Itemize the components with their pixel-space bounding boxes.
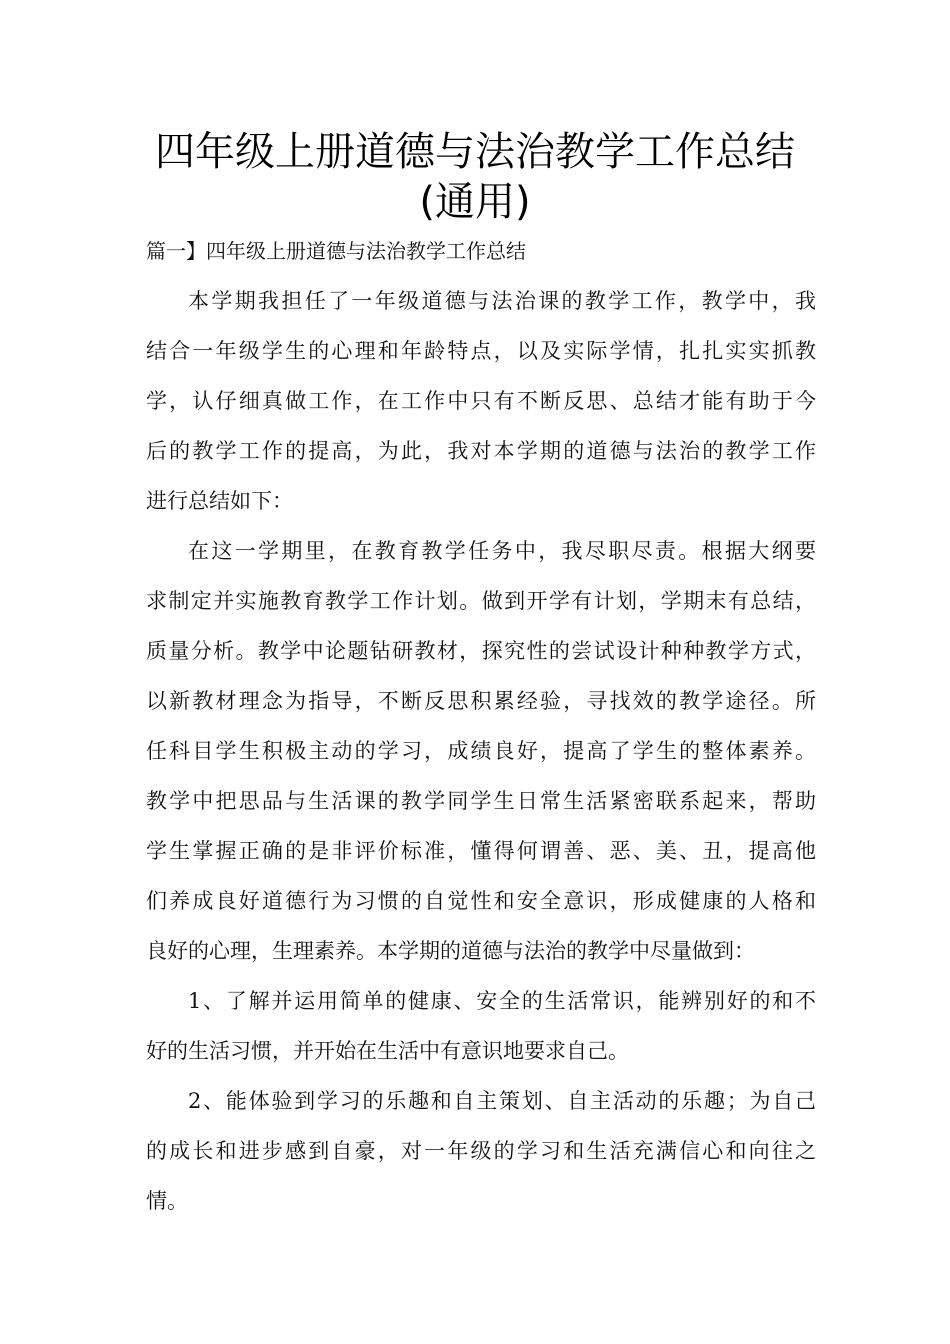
paragraph-line: 们养成良好道德行为习惯的自觉性和安全意识，形成健康的人格和 bbox=[146, 889, 816, 913]
paragraph-line: 情。 bbox=[146, 1189, 188, 1213]
paragraph-line: 进行总结如下： bbox=[146, 489, 293, 513]
paragraph-line: 学生掌握正确的是非评价标准，懂得何谓善、恶、美、丑，提高他 bbox=[146, 839, 816, 863]
paragraph-line: 好的生活习惯，并开始在生活中有意识地要求自己。 bbox=[146, 1039, 629, 1063]
paragraph-line: 求制定并实施教育教学工作计划。做到开学有计划，学期末有总结， bbox=[146, 589, 816, 613]
document-title: 四年级上册道德与法治教学工作总结 bbox=[155, 129, 795, 175]
paragraph-line: 本学期我担任了一年级道德与法治课的教学工作，教学中，我 bbox=[188, 289, 816, 313]
paragraph-line: 在这一学期里，在教育教学任务中，我尽职尽责。根据大纲要 bbox=[188, 539, 816, 563]
paragraph-line: 质量分析。教学中论题钻研教材，探究性的尝试设计种种教学方式， bbox=[146, 639, 816, 663]
paragraph-line: 良好的心理，生理素养。本学期的道德与法治的教学中尽量做到： bbox=[146, 939, 755, 963]
paragraph-line: 2、能体验到学习的乐趣和自主策划、自主活动的乐趣；为自己 bbox=[188, 1089, 816, 1113]
paragraph-line: 学，认仔细真做工作，在工作中只有不断反思、总结才能有助于今 bbox=[146, 389, 816, 413]
paragraph-line: 的成长和进步感到自豪，对一年级的学习和生活充满信心和向往之 bbox=[146, 1139, 816, 1163]
paragraph-line: 任科目学生积极主动的学习，成绩良好，提高了学生的整体素养。 bbox=[146, 739, 816, 763]
paragraph-line: 以新教材理念为指导，不断反思积累经验，寻找效的教学途径。所 bbox=[146, 689, 816, 713]
paragraph-line: 后的教学工作的提高，为此，我对本学期的道德与法治的教学工作 bbox=[146, 439, 816, 463]
paragraph-line: 结合一年级学生的心理和年龄特点，以及实际学情，扎扎实实抓教 bbox=[146, 339, 816, 363]
paragraph-line: 教学中把思品与生活课的教学同学生日常生活紧密联系起来，帮助 bbox=[146, 789, 816, 813]
section-heading: 篇一】四年级上册道德与法治教学工作总结 bbox=[146, 239, 526, 263]
document-title-subtitle: (通用) bbox=[419, 179, 531, 225]
paragraph-line: 1、了解并运用简单的健康、安全的生活常识，能辨别好的和不 bbox=[188, 989, 816, 1013]
